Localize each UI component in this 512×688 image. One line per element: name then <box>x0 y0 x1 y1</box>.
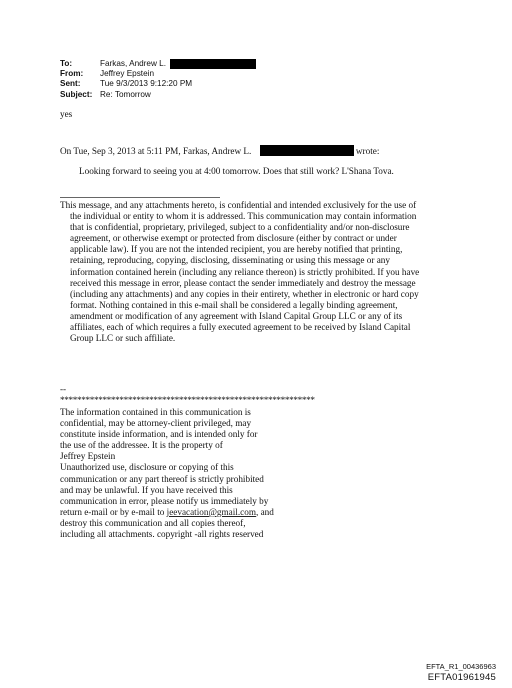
notice-line: and may be unlawful. If you have received this <box>60 484 233 495</box>
disclaimer-line: information contained herein (including any reliance thereon) is strictly prohibited. If you have <box>70 266 420 277</box>
notice-line: constitute inside information, and is intended only for <box>60 429 258 440</box>
notice-line: communication or any part thereof is strictly prohibited <box>60 473 264 484</box>
divider <box>60 197 220 198</box>
disclaimer <box>60 200 460 344</box>
bates-id-small: EFTA_R1_00436963 <box>426 662 496 671</box>
to-row <box>60 59 256 69</box>
notice-line: including all attachments. copyright -all rights reserved <box>60 529 264 540</box>
notice-text: return e-mail or by e-mail to <box>60 506 167 517</box>
disclaimer-line: This message, and any attachments hereto, is confidential and intended exclusively for the use of <box>60 200 417 210</box>
email-link[interactable]: jeevacation@gmail.com <box>166 506 256 517</box>
disclaimer-line: agreement, or otherwise exempt or protected from disclosure (either by contract or under <box>70 233 397 244</box>
notice-line: destroy this communication and all copies thereof, <box>60 517 246 528</box>
disclaimer-line: retaining, reproducing, copying, disclosing, disseminating or using this message or any <box>70 255 390 266</box>
disclaimer-line: (including any attachments) and any copies in their entirety, whether in electronic or hard copy <box>70 288 419 299</box>
confidentiality-notice <box>60 407 274 540</box>
to-label: To: <box>60 59 73 68</box>
disclaimer-line: amendment or modification of any agreement with Island Capital Group LLC or any of its <box>70 310 403 321</box>
bates-id: EFTA01961945 <box>427 672 496 683</box>
notice-line: Unauthorized use, disclosure or copying of this <box>60 462 234 473</box>
quote-intro-wrote: wrote: <box>355 146 380 156</box>
disclaimer-line: format. Nothing contained in this e-mail shall be considered a legally binding agreement, <box>70 299 398 310</box>
disclaimer-line: Group LLC or such affiliate. <box>70 333 176 344</box>
sent-value: Tue 9/3/2013 9:12:20 PM <box>100 79 193 89</box>
email-header <box>60 59 256 100</box>
disclaimer-line: affiliates, each of which requires a fully executed agreement to be received by Island Capital <box>70 322 411 333</box>
sent-label: Sent: <box>60 79 81 89</box>
from-row <box>60 69 256 79</box>
disclaimer-line: received this message in error, please contact the sender immediately and destroy the message <box>70 277 416 288</box>
redaction-bar <box>170 59 256 69</box>
notice-line: Jeffrey Epstein <box>60 451 116 462</box>
sent-row <box>60 79 256 89</box>
notice-line <box>60 507 274 518</box>
reply-text: yes <box>60 109 73 119</box>
disclaimer-line: applicable law). If you are not the intended recipient, you are hereby notified that printing, <box>70 244 403 255</box>
notice-text: , and <box>255 506 274 517</box>
quoted-message: Looking forward to seeing you at 4:00 tomorrow. Does that still work? L'Shana Tova. <box>79 166 394 176</box>
subject-value: Re: Tomorrow <box>100 89 151 99</box>
disclaimer-line: that is confidential, proprietary, privileged, subject to a confidentiality and/or non-disclosure <box>70 222 410 233</box>
notice-line: communication in error, please notify us immediately by <box>60 495 269 506</box>
subject-label: Subject: <box>60 89 93 99</box>
quote-intro <box>60 145 379 157</box>
to-value: Farkas, Andrew L. <box>100 59 166 68</box>
quote-intro-text: On Tue, Sep 3, 2013 at 5:11 PM, Farkas, Andrew L. <box>60 146 252 156</box>
notice-line: confidential, may be attorney-client privileged, may <box>60 418 252 429</box>
redaction-bar <box>260 145 354 156</box>
notice-line: the use of the addressee. It is the property of <box>60 440 223 451</box>
from-label: From: <box>60 69 84 79</box>
signature-dash: -- <box>60 384 67 394</box>
star-separator: ************************************************************ <box>60 395 315 405</box>
disclaimer-line: the individual or entity to whom it is addressed. This communication may contain information <box>70 211 417 222</box>
notice-line: The information contained in this communication is <box>60 407 251 417</box>
from-value: Jeffrey Epstein <box>100 69 155 79</box>
subject-row <box>60 90 256 100</box>
